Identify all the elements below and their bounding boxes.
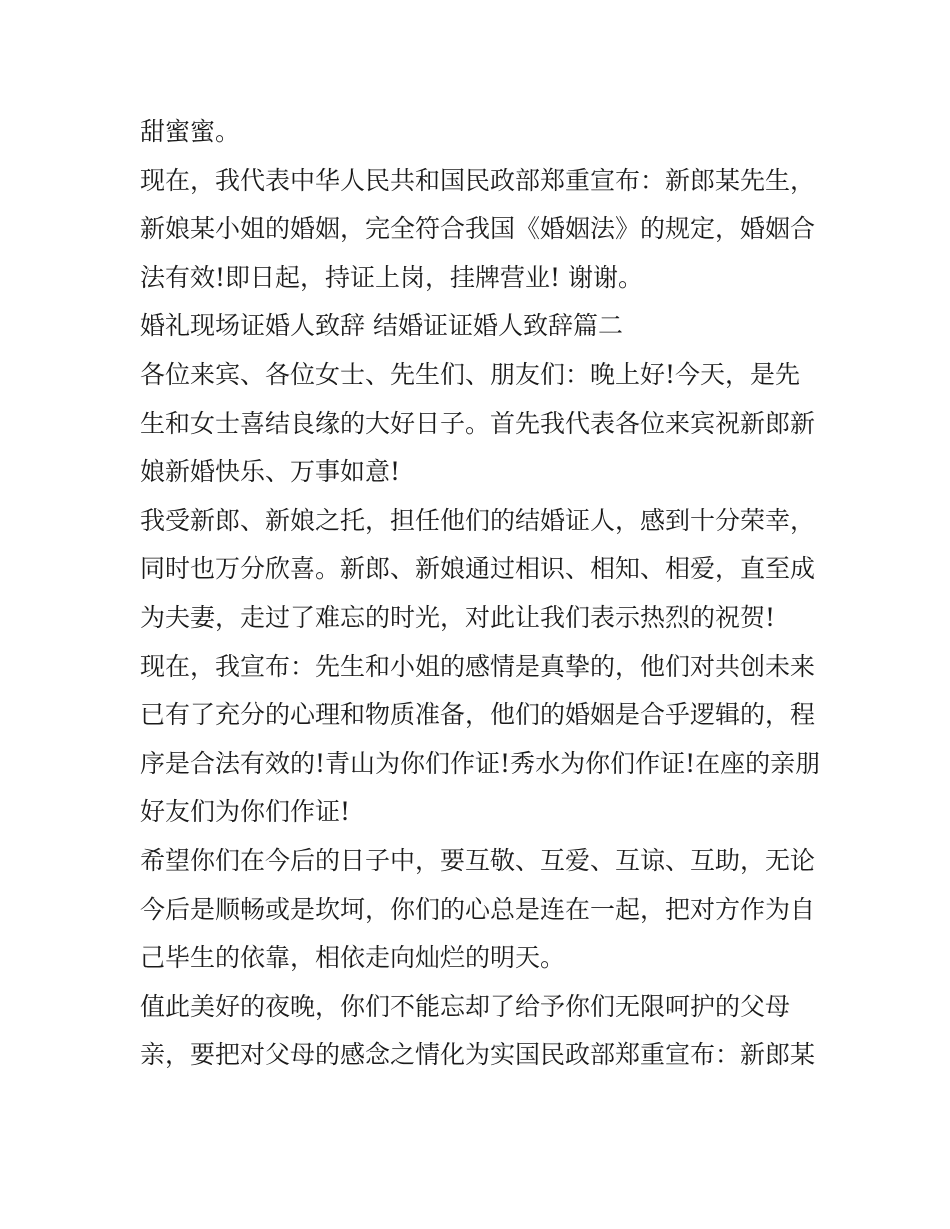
paragraph-closing-fragment [140, 108, 816, 157]
paragraph-wishes [140, 837, 816, 983]
section-heading [140, 302, 816, 351]
text-line: 新娘某小姐的婚姻，完全符合我国《婚姻法》的规定，婚姻合 [140, 214, 816, 244]
text-line: 希望你们在今后的日子中，要互敬、互爱、互谅、互助，无论 [140, 845, 816, 875]
text-line: 己毕生的依靠，相依走向灿烂的明天。 [140, 943, 566, 973]
paragraph-parents [140, 983, 816, 1080]
text-line: 各位来宾、各位女士、先生们、朋友们：晚上好!今天，是先 [140, 359, 801, 389]
text-line: 法有效!即日起，持证上岗，挂牌营业! 谢谢。 [140, 262, 644, 292]
text-line: 今后是顺畅或是坎坷，你们的心总是连在一起，把对方作为自 [140, 894, 816, 924]
text-line: 值此美好的夜晚，你们不能忘却了给予你们无限呵护的父母 [140, 991, 791, 1021]
text-line: 已有了充分的心理和物质准备，他们的婚姻是合乎逻辑的，程 [140, 700, 816, 730]
paragraph-announcement [140, 157, 816, 303]
paragraph-declaration [140, 643, 821, 837]
text-line: 娘新婚快乐、万事如意! [140, 457, 401, 487]
text-line: 现在，我代表中华人民共和国民政部郑重宣布：新郎某先生， [140, 165, 816, 195]
text-line: 甜蜜蜜。 [140, 117, 241, 146]
text-line: 亲，要把对父母的感念之情化为实国民政部郑重宣布：新郎某 [140, 1040, 816, 1070]
paragraph-witness [140, 497, 816, 643]
text-line: 序是合法有效的!青山为你们作证!秀水为你们作证!在座的亲朋 [140, 748, 821, 778]
text-line: 好友们为你们作证! [140, 797, 351, 827]
text-line: 婚礼现场证婚人致辞 结婚证证婚人致辞篇二 [140, 311, 623, 341]
text-line: 生和女士喜结良缘的大好日子。首先我代表各位来宾祝新郎新 [140, 408, 816, 438]
paragraph-greeting [140, 351, 816, 497]
text-line: 同时也万分欣喜。新郎、新娘通过相识、相知、相爱，直至成 [140, 554, 816, 584]
text-line: 我受新郎、新娘之托，担任他们的结婚证人，感到十分荣幸， [140, 505, 816, 535]
text-line: 为夫妻，走过了难忘的时光，对此让我们表示热烈的祝贺! [140, 602, 776, 632]
text-line: 现在，我宣布：先生和小姐的感情是真挚的，他们对共创未来 [140, 651, 816, 681]
document-body [140, 108, 821, 1080]
